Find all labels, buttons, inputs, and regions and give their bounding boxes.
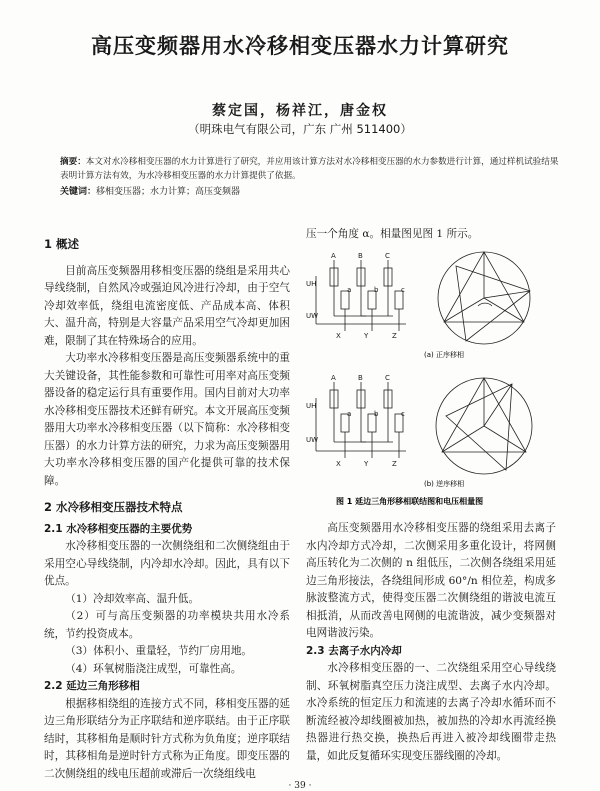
label-a-top: a — [347, 286, 352, 294]
label-UW-bottom: UW — [306, 436, 319, 444]
label-Y-bottom: Y — [364, 460, 369, 468]
list-item: （1）冷却效率高、温升低。 — [65, 592, 200, 605]
section-1-heading: 1 概述 — [44, 237, 80, 251]
windings-a — [316, 260, 406, 331]
label-C-top: C — [385, 252, 390, 260]
left-column — [44, 236, 290, 783]
label-Z-top: Z — [392, 332, 397, 340]
caption-b: (b) 逆序移相 — [424, 480, 465, 488]
abstract-label: 摘要： — [60, 157, 86, 167]
label-UW-top: UW — [306, 312, 319, 320]
label-X-bottom: X — [336, 460, 341, 468]
keywords-label: 关键词： — [60, 187, 97, 197]
page-number: · 39 · — [288, 781, 312, 791]
figure-1 — [306, 246, 556, 508]
label-UH-top: UH — [306, 280, 317, 288]
keywords-text: 移相变压器；水力计算；高压变频器 — [96, 187, 241, 197]
section-1-paragraph-2: 大功率水冷移相变压器是高压变频器系统中的重大关键设备，其性能参数和可靠性可用率对高压变频器设备的稳定运行具有重要作用。国内目前对大功率水冷移相变压器技术还鲜有研究。本文开展高压变频器用大功率水冷移相变压器（以下简称：水冷移相变压器）的水力计算方法的研究，力求为高压变频器用大功率水冷移相变压器的国产化提供可靠的技术保障。 — [44, 352, 290, 487]
affiliation: （明珠电气有限公司，广东 广州 511400） — [188, 122, 412, 136]
section-2-2-heading: 2.2 延边三角形移相 — [44, 680, 140, 692]
label-c-bottom: c — [401, 410, 405, 418]
caption-a: (a) 正序移相 — [424, 351, 464, 359]
label-Y-top: Y — [364, 332, 369, 340]
label-C-bottom: C — [385, 374, 390, 382]
section-2-heading: 2 水冷移相变压器技术特点 — [44, 500, 183, 514]
list-item: （4）环氧树脂浇注成型，可靠性高。 — [65, 662, 242, 675]
list-item: （3）体积小、重量轻，节约厂房用地。 — [65, 645, 253, 657]
section-2-3-paragraph: 水冷移相变压器的一、二次绕组采用空心导线绕制、环氧树脂真空压力浇注成型、去离子水内冷却。水冷系统的恒定压力和流速的去离子冷却水循环而不断流经被冷却线圈被加热，被加热的冷却水再流经换热器进行热交换，换热后再进入被冷却线圈带走热量，如此反复循环实现变压器线圈的冷却。 — [306, 662, 556, 762]
label-X-top: X — [336, 332, 341, 340]
label-a-bottom: a — [347, 410, 352, 418]
label-b-bottom: b — [374, 410, 379, 418]
label-b-top: b — [374, 286, 379, 294]
section-2-2-paragraph: 根据移相绕组的连接方式不同，移相变压器的延边三角形联结分为正序联结和逆序联结。由于正序联结时，其移相角是顺时针方式称为负角度；逆序联结时，其移相角是逆时针方式称为正角度。即变压器的二次侧绕组的线电压超前或滞后一次绕组线电 — [44, 697, 290, 780]
abstract — [60, 155, 560, 183]
label-B-bottom: B — [358, 374, 363, 382]
windings-b — [316, 382, 406, 458]
keywords — [60, 184, 540, 197]
section-1-paragraph-1: 目前高压变频器用移相变压器的绕组是采用共心导线绕制，自然风冷或强迫风冷进行冷却，由于空气冷却效率低，绕组电流密度低、产品成本高、体积大、温升高，特别是大容量产品采用空气冷却更加困难，限制了其在特殊场合的应用。 — [44, 264, 290, 347]
label-UH-bottom: UH — [306, 402, 317, 410]
label-Z-bottom: Z — [392, 460, 397, 468]
section-2-3-heading: 2.3 去离子水内冷却 — [306, 644, 402, 657]
abstract-text: 本文对水冷移相变压器的水力计算进行了研究，并应用该计算方法对水冷移相变压器的水力参数进行计算，通过样机试验结果表明计算方法有效，为水冷移相变压器的水力计算提供了依据。 — [60, 157, 559, 181]
section-2-1-heading: 2.1 水冷移相变压器的主要优势 — [44, 522, 193, 535]
section-2-2-paragraph-cont: 高压变频器用水冷移相变压器的绕组采用去离子水内冷却方式冷却，二次侧采用多重化设计，将网侧高压转化为二次侧的 n 组低压，二次侧各绕组采用延边三角形接法，各绕组间形成 60°/n 相位差，构成多脉波整流方式，使得变压器二次侧绕组的谐波电流互相抵消，从而改善电网侧的电流谐波，减少变频器对电网谐波污染。 — [306, 522, 556, 639]
label-B-top: B — [358, 252, 363, 260]
authors: 蔡定国，杨祥江，唐金权 — [212, 103, 388, 119]
label-A-bottom: A — [331, 374, 336, 382]
list-item: （2）可与高压变频器的功率模块共用水冷系统，节约投资成本。 — [44, 610, 290, 640]
phasor-diagram-a — [438, 252, 530, 344]
right-column-top — [306, 226, 556, 244]
page-title: 高压变频器用水冷移相变压器水力计算研究 — [91, 34, 509, 58]
continued-paragraph: 压一个角度 α。相量图见图 1 所示。 — [306, 228, 479, 240]
section-2-1-paragraph: 水冷移相变压器的一次侧绕组和二次侧绕组由于采用空心导线绕制，内冷却水冷却。因此，具有以下优点。 — [44, 540, 290, 587]
phasor-diagram-b — [436, 378, 532, 474]
figure-caption: 图 1 延边三角形移相联结图和电压相量图 — [336, 497, 484, 506]
right-column-bottom — [306, 520, 556, 765]
label-A-top: A — [331, 252, 336, 260]
label-c-top: c — [401, 286, 405, 294]
